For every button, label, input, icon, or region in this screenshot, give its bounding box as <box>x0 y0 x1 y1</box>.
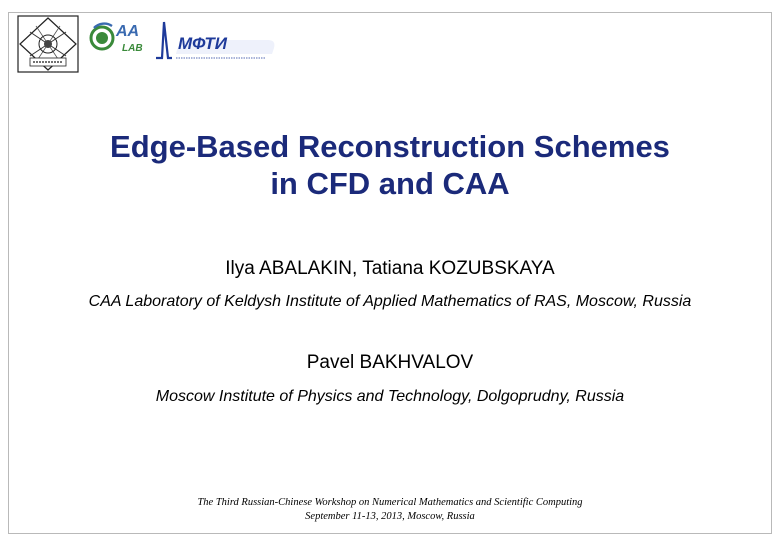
mipt-logo-wave <box>156 22 172 58</box>
caa-lab-logo <box>88 18 144 58</box>
slide-title <box>0 128 780 202</box>
title-line-1: Edge-Based Reconstruction Schemes <box>110 129 670 164</box>
workshop-date-location: September 11-13, 2013, Moscow, Russia <box>305 511 475 522</box>
mipt-logo <box>150 18 278 64</box>
keldysh-institute-logo <box>16 14 80 74</box>
author-names-1: Ilya ABALAKIN, Tatiana KOZUBSKAYA <box>225 258 555 279</box>
affiliation-2: Moscow Institute of Physics and Technology, Dolgoprudny, Russia <box>155 388 625 405</box>
caa-logo-subtext: LAB <box>122 43 143 54</box>
author-names-2: Pavel BAKHVALOV <box>306 352 474 373</box>
mipt-logo-text: МФТИ <box>178 34 227 53</box>
caa-logo-text: AA <box>116 23 140 40</box>
workshop-name: The Third Russian-Chinese Workshop on Numerical Mathematics and Scientific Computing <box>197 497 583 508</box>
affiliation-1: CAA Laboratory of Keldysh Institute of Applied Mathematics of RAS, Moscow, Russia <box>88 293 692 310</box>
title-line-2: in CFD and CAA <box>270 166 510 201</box>
workshop-footer <box>0 496 780 524</box>
